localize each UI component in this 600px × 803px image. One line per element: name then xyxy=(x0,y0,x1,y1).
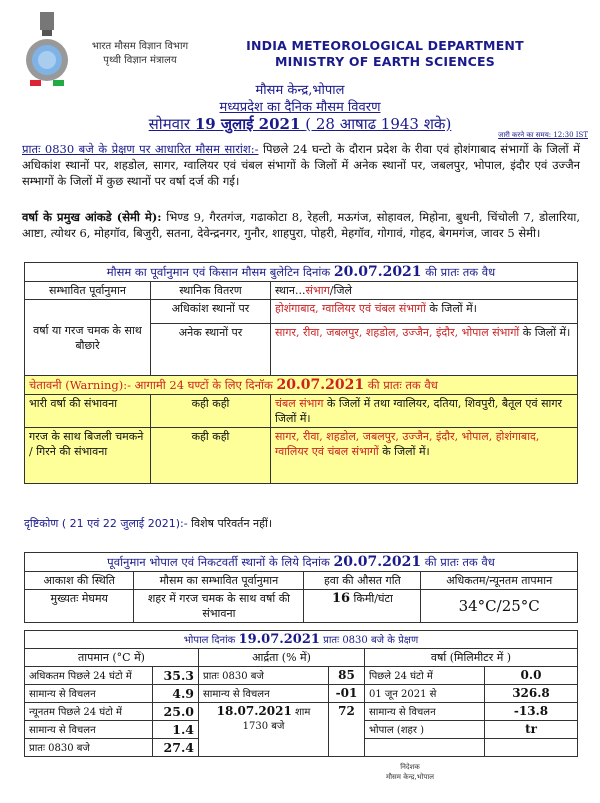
col-header-temp: अधिकतम/न्यूनतम तापमान xyxy=(421,572,578,590)
humidity-label: 18.07.2021 शाम 1730 बजे xyxy=(199,703,329,757)
forecast-type: वर्षा या गरज चमक के साथ बौछारे xyxy=(25,300,151,376)
forecast-table-title: मौसम का पूर्वानुमान एवं किसान मौसम बुलेटिन दिनांक 20.07.2021 की प्रातः तक वैध xyxy=(25,263,578,282)
forecast-warning-table xyxy=(24,262,578,484)
sky-condition: मुख्यतः मेघमय xyxy=(25,590,134,623)
rain-label: सामान्य से विचलन xyxy=(365,703,485,721)
temp-value: 1.4 xyxy=(153,721,199,739)
humidity-value: -01 xyxy=(329,685,365,703)
signature-title: निदेशक xyxy=(400,763,420,771)
forecast-distribution: अनेक स्थानों पर xyxy=(151,324,271,376)
rainfall-text: भिण्ड 9, गैरतगंज, गढाकोटा 8, रेहली, मऊगंज, सोहावल, मिहोना, बुधनी, चिंचोली 7, डोलारिया, आष्टा, त्योथर 6, मोहगॉव, बिजुरी, सतना, देवेन्द्रनगर, गुनौर, शाहपुरा, पोहरी, मेहगॉव, गोगावं, गोहद, बेगमगंज, जावर 5 सेमी। xyxy=(22,210,581,240)
rain-value: 326.8 xyxy=(485,685,578,703)
humidity-header: आर्द्रता (% में) xyxy=(199,649,365,667)
en-org-line1: INDIA METEOROLOGICAL DEPARTMENT xyxy=(246,38,524,53)
bhopal-forecast-table xyxy=(24,552,578,623)
temp-label: सामान्य से विचलन xyxy=(25,721,153,739)
outlook-label: दृष्टिकोण ( 21 एवं 22 जुलाई 2021):- xyxy=(24,517,188,530)
hi-org-line1: भारत मौसम विज्ञान विभाग xyxy=(91,41,189,52)
temp-label: सामान्य से विचलन xyxy=(25,685,153,703)
col-header-weather: मौसम का सम्भावित पूर्वानुमान xyxy=(134,572,304,590)
hi-org-line2: पृथ्वी विज्ञान मंत्रालय xyxy=(103,55,177,66)
rainfall-lead: वर्षा के प्रमुख आंकडे (सेमी मे): xyxy=(22,210,162,224)
rain-value: 0.0 xyxy=(485,667,578,685)
outlook-text: विशेष परिवर्तन नहीं। xyxy=(187,517,273,530)
humidity-value: 85 xyxy=(329,667,365,685)
empty-cell xyxy=(485,739,578,757)
forecast-places: होशंगाबाद, ग्वालियर एवं चंबल संभागों के जिलों में। xyxy=(271,300,578,324)
col-header-forecast: सम्भावित पूर्वानुमान xyxy=(25,282,151,300)
rain-label: भोपाल (शहर ) xyxy=(365,721,485,739)
warning-places: चंबल संभाग के जिलों में तथा ग्वालियर, दतिया, शिवपुरी, बैतूल एवं सागर जिलों में। xyxy=(271,395,578,428)
wind-speed: 16 किमी/घंटा xyxy=(304,590,421,623)
observation-title: भोपाल दिनांक 19.07.2021 प्रातः 0830 बजे के प्रेक्षण xyxy=(25,631,578,649)
col-header-places: स्थान...संभाग/जिले xyxy=(271,282,578,300)
temp-label: प्रातः 0830 बजे xyxy=(25,739,153,757)
col-header-wind: हवा की औसत गति xyxy=(304,572,421,590)
bhopal-forecast-title: पूर्वानुमान भोपाल एवं निकटवर्ती स्थानों के लिये दिनांक 20.07.2021 की प्रातः तक वैध xyxy=(25,553,578,572)
humidity-label: सामान्य से विचलन xyxy=(199,685,329,703)
forecast-distribution: अधिकांश स्थानों पर xyxy=(151,300,271,324)
summary-text: पिछले 24 घन्टो के दौरान प्रदेश के रीवा एवं होशंगाबाद संभागों के जिलों में अधिकांश स्थानों पर, शहडोल, सागर, ग्वालियर एवं चंबल संभागों के जिलों में अनेक स्थानों पर, जबलपुर, भोपाल, इंदौर एवं उज्जैन सम्भागों के जिलों में कुछ स्थानों पर वर्षा दर्ज की गई। xyxy=(22,142,581,188)
max-min-temp: 34°C/25°C xyxy=(421,590,578,623)
humidity-label: प्रातः 0830 बजे xyxy=(199,667,329,685)
warning-type: भारी वर्षा की संभावना xyxy=(25,395,151,428)
hindi-org-name xyxy=(85,40,195,68)
report-date: सोमवार 19 जुलाई 2021 ( 28 आषाढ 1943 शके) xyxy=(148,115,452,133)
warning-title: चेतावनी (Warning):- आगामी 24 घण्टों के लिए दिनॉक 20.07.2021 की प्रातः तक वैध xyxy=(25,376,578,395)
temp-value: 4.9 xyxy=(153,685,199,703)
summary-lead: प्रातः 0830 बजे के प्रेक्षण पर आधारित मौसम सारांश:- xyxy=(22,142,259,156)
warning-places: सागर, रीवा, शहडोल, जबलपुर, उज्जैन, इंदौर, भोपाल, होशंगाबाद, ग्वालियर एवं चंबल संभागों के जिलों में। xyxy=(271,428,578,484)
signature-office: मौसम केन्द्र,भोपाल xyxy=(386,773,434,781)
rain-header: वर्षा (मिलिमीटर में ) xyxy=(365,649,578,667)
temp-header: तापमान (°C में) xyxy=(25,649,199,667)
rain-label: 01 जून 2021 से xyxy=(365,685,485,703)
weather-forecast: शहर में गरज चमक के साथ वर्षा की संभावना xyxy=(134,590,304,623)
temp-value: 35.3 xyxy=(153,667,199,685)
rainfall-figures xyxy=(22,209,580,241)
en-org-line2: MINISTRY OF EARTH SCIENCES xyxy=(275,54,495,69)
centre-name: मौसम केन्द्र,भोपाल xyxy=(255,83,345,98)
outlook xyxy=(24,516,272,531)
col-header-distribution: स्थानिक वितरण xyxy=(151,282,271,300)
temp-label: न्यूनतम पिछले 24 घंटो में xyxy=(25,703,153,721)
empty-cell xyxy=(365,739,485,757)
rain-label: पिछले 24 घंटो में xyxy=(365,667,485,685)
temp-label: अधिकतम पिछले 24 घंटो में xyxy=(25,667,153,685)
english-org-name xyxy=(210,38,560,70)
temp-value: 25.0 xyxy=(153,703,199,721)
report-title: मध्यप्रदेश का दैनिक मौसम विवरण xyxy=(219,100,381,115)
warning-distribution: कही कही xyxy=(151,428,271,484)
forecast-places: सागर, रीवा, जबलपुर, शहडोल, उज्जैन, इंदौर, भोपाल संभागों के जिलों में। xyxy=(271,324,578,376)
temp-value: 27.4 xyxy=(153,739,199,757)
weather-summary xyxy=(22,141,580,189)
imd-emblem-logo xyxy=(24,10,70,90)
rain-value: -13.8 xyxy=(485,703,578,721)
signature-block xyxy=(370,762,450,782)
warning-distribution: कही कही xyxy=(151,395,271,428)
issue-time: जारी करने का समय: 12:30 IST xyxy=(498,131,588,139)
warning-type: गरज के साथ बिजली चमकने / गिरने की संभावना xyxy=(25,428,151,484)
col-header-sky: आकाश की स्थिति xyxy=(25,572,134,590)
rain-value: tr xyxy=(485,721,578,739)
observation-table xyxy=(24,630,578,757)
humidity-value: 72 xyxy=(329,703,365,757)
